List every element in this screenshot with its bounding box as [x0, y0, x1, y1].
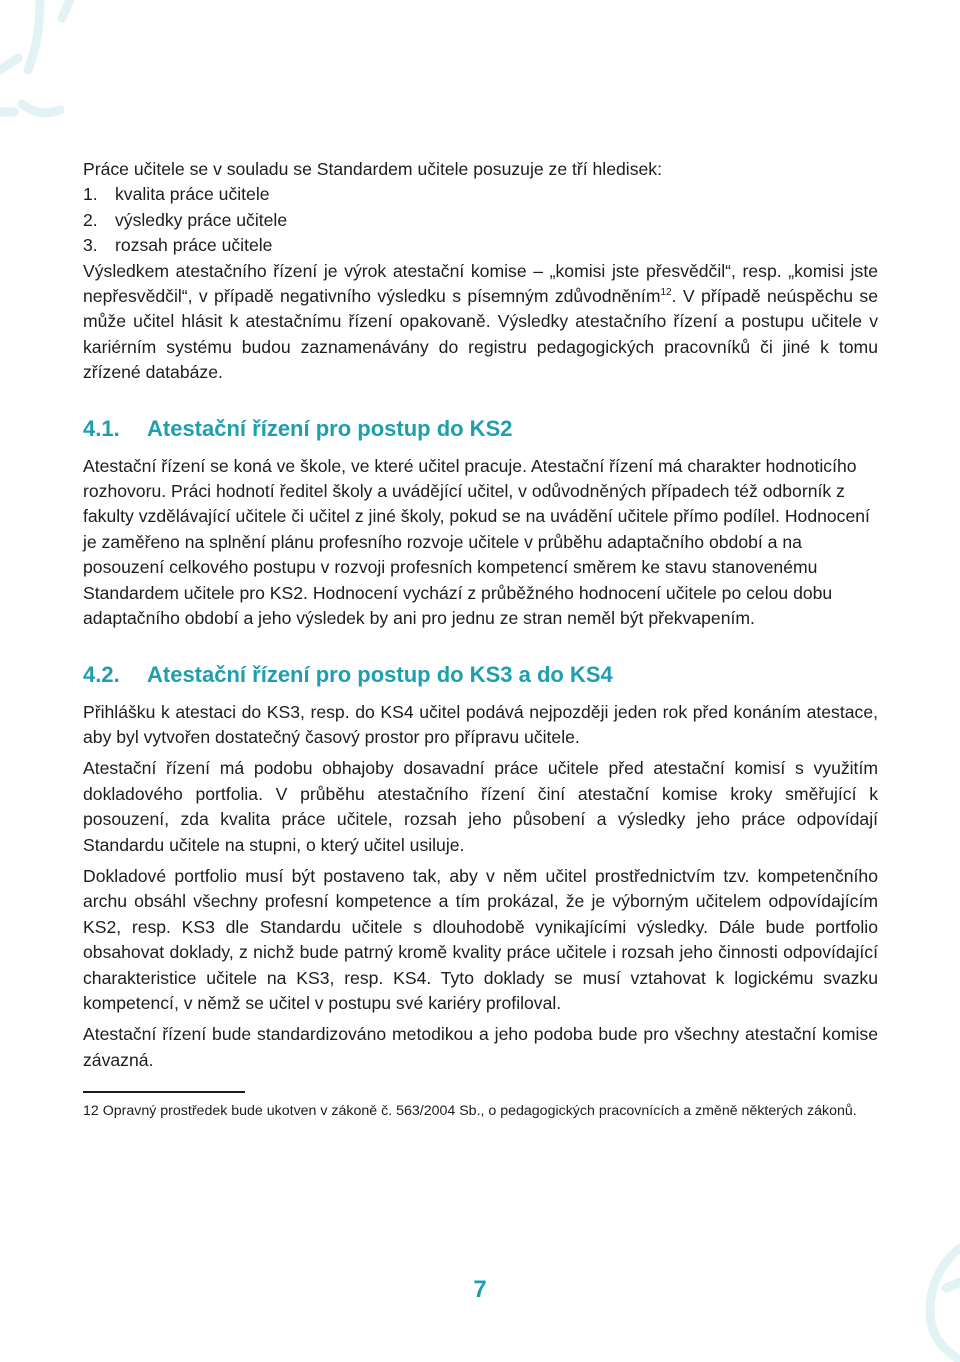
intro-paragraph: Práce učitele se v souladu se Standardem učitele posuzuje ze tří hledisek: [83, 159, 662, 179]
list-item: 3. rozsah práce učitele [83, 235, 273, 256]
result-paragraph: Výsledkem atestačního řízení je výrok atestační komise – „komisi jste přesvědčil“, resp. „komisi jste nepřesvědčil“, v případě negativního výsledku s písemným zdůvodněním$^{12}$. V případě neúspěchu se může učitel hlásit k atestačnímu řízení opakovaně. Výsledky atestačního řízení a postupu učitele v kariérním systému budou zaznamenávány do registru pedagogických pracovníků či jiné k tomu zřízené databáze. [83, 260, 878, 383]
page-number: 7 [473, 1276, 487, 1303]
section2-paragraph: Atestační řízení má podobu obhajoby dosavadní práce učitele před atestační komisí s využitím dokladového portfolia. V průběhu atestačního řízení činí atestační komise kroky směřující k posouzení, zda kvalita práce učitele, rozsah jeho působení a výsledky jeho práce odpovídají Standardu učitele na stupni, o který učitel usiluje. [83, 758, 878, 855]
list-item: 2. výsledky práce učitele [83, 209, 288, 230]
footnote: 12 Opravný prostředek bude ukotven v zákoně č. 563/2004 Sb., o pedagogických pracovnících a změně některých zákonů. [83, 1103, 857, 1120]
footnote-reference[interactable]: 12 [660, 287, 672, 299]
section2-paragraph: Přihlášku k atestaci do KS3, resp. do KS4 učitel podává nejpozději jeden rok před konáním atestace, aby byl vytvořen dostatečný časový prostor pro přípravu učitele. [83, 701, 878, 747]
section-heading-4-2: 4.2. Atestační řízení pro postup do KS3 a do KS4 [83, 661, 613, 687]
page-content [83, 157, 878, 1122]
section-heading-4-1: 4.1. Atestační řízení pro postup do KS2 [83, 415, 513, 441]
section2-paragraph: Atestační řízení bude standardizováno metodikou a jeho podoba bude pro všechny atestační komise závazná. [83, 1024, 878, 1070]
criteria-list [83, 182, 878, 258]
footnote-divider [83, 1091, 245, 1093]
decorative-bulb-rays-graphic [0, 0, 130, 130]
list-item: 1. kvalita práce učitele [83, 184, 270, 205]
section2-paragraph: Dokladové portfolio musí být postaveno tak, aby v něm učitel prostřednictvím tzv. kompetenčního archu obsáhl všechny profesní kompetence a tím prokázal, že je výborným učitelem odpovídajícím KS2, resp. KS3 dle Standardu učitele s dlouhodobě vynikajícími výsledky. Dále bude portfolio obsahovat doklady, z nichž bude patrný kromě kvality práce učitele i rozsah jeho činnosti odpovídající charakteristice učitele na KS3, resp. KS4. Tyto doklady se musí vztahovat k logickému svazku kompetencí, v němž se učitel v postupu své kariéry profiloval. [83, 865, 878, 1013]
section1-paragraph: Atestační řízení se koná ve škole, ve které učitel pracuje. Atestační řízení má charakter hodnoticího rozhovoru. Práci hodnotí ředitel školy a uvádějící učitel, v odůvodněných případech též odborník z fakulty vzdělávající učitele či učitel z jiné školy, pokud se na uvádění učitele přímo podílel. Hodnocení je zaměřeno na splnění plánu profesního rozvoje učitele v průběhu adaptačního období a na posouzení celkového postupu v rozvoji profesních kompetencí směrem ke stavu stanovenému Standardem učitele pro KS2. Hodnocení vychází z průběžného hodnocení učitele po celou dobu adaptačního období a jeho výsledek by ani pro jednu ze stran neměl být překvapením. [83, 455, 870, 629]
